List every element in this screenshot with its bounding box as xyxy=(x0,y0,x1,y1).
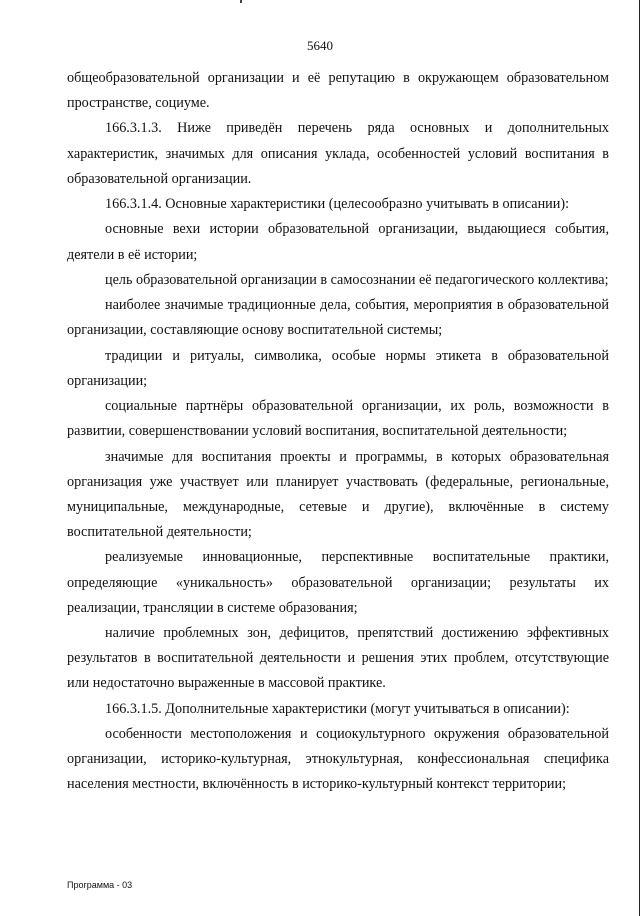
paragraph-166-3-1-5: 166.3.1.5. Дополнительные характеристики (могут учитываться в описании): xyxy=(105,700,570,717)
list-item-partners: социальные партнёры образовательной организации, их роль, возможности в развитии, совершенствовании условий воспитания, воспитательной деятельности; xyxy=(67,398,609,440)
list-item-innovations: реализуемые инновационные, перспективные воспитательные практики, определяющие «уникальность» образовательной организации; результаты их реализации, трансляции в системе образования; xyxy=(67,549,609,616)
list-item-history: основные вехи истории образовательной организации, выдающиеся события, деятели в её истории; xyxy=(67,221,609,263)
scan-mark xyxy=(240,0,242,3)
footer-label: Программа - 03 xyxy=(67,880,133,890)
list-item-projects: значимые для воспитания проекты и программы, в которых образовательная организация уже участвует или планирует участвовать (федеральные, региональные, муниципальные, международные, сетевые и другие), включённые в систему воспитательной деятельности; xyxy=(67,448,609,541)
list-item-traditions: традиции и ритуалы, символика, особые нормы этикета в образовательной организации; xyxy=(67,347,609,389)
page-number: 5640 xyxy=(307,38,333,53)
paragraph-166-3-1-4: 166.3.1.4. Основные характеристики (целесообразно учитывать в описании): xyxy=(105,196,570,213)
list-item-goal: цель образовательной организации в самосознании её педагогического коллектива; xyxy=(105,271,609,288)
paragraph-continuation: общеобразовательной организации и её репутацию в окружающем образовательном пространстве, социуме. xyxy=(67,70,609,112)
paragraph-166-3-1-3: 166.3.1.3. Ниже приведён перечень ряда основных и дополнительных характеристик, значимых для описания уклада, особенностей условий воспитания в образовательной организации. xyxy=(67,120,609,187)
list-item-problems: наличие проблемных зон, дефицитов, препятствий достижению эффективных результатов в воспитательной деятельности и решения этих проблем, отсутствующие или недостаточно выраженные в массовой практике. xyxy=(67,625,609,692)
document-body xyxy=(67,66,609,798)
list-item-traditional-events: наиболее значимые традиционные дела, события, мероприятия в образовательной организации, составляющие основу воспитательной системы; xyxy=(67,297,609,339)
list-item-location: особенности местоположения и социокультурного окружения образовательной организации, историко-культурная, этнокультурная, конфессиональная специфика населения местности, включённость в историко-культурный контекст территории; xyxy=(67,726,609,793)
